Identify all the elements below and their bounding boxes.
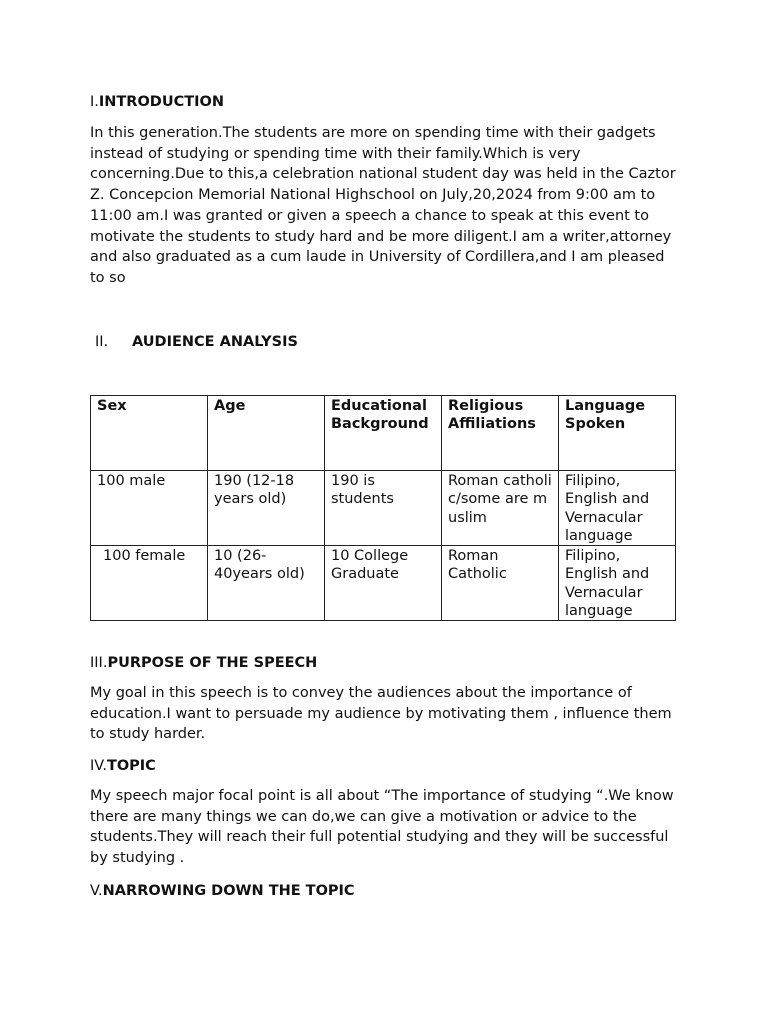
table-header-row [91, 396, 676, 471]
table-header-cell: Religious Affiliations [442, 396, 559, 471]
introduction-paragraph: In this generation.The students are more on spending time with their gadgets instead of studying or spending time with their family.Which is very concerning.Due to this,a celebration national student day was held in the Caztor Z. Concepcion Memorial National Highschool on July,20,2024 from 9:00 am to 11:00 am.I was granted or given a speech a chance to speak at this event to motivate the students to study hard and be more diligent.I am a writer,attorney and also graduated as a cum laude in University of Cordillera,and I am pleased to so [90, 125, 676, 286]
table-cell: 10 (26-40years old) [208, 546, 325, 621]
table-header-cell: Sex [91, 396, 208, 471]
table-cell: Filipino, English and Vernacular language [559, 471, 676, 546]
audience-analysis-heading [95, 332, 298, 352]
section-number: III. [90, 655, 108, 671]
section-number: IV. [90, 758, 107, 774]
table-header-cell: Language Spoken [559, 396, 676, 471]
section-number: I. [90, 94, 99, 110]
audience-table [90, 395, 676, 621]
section-title: NARROWING DOWN THE TOPIC [102, 883, 355, 899]
table-cell: Roman catholic/some are muslim [442, 471, 559, 546]
purpose-heading [90, 653, 317, 673]
table-cell: 100 male [91, 471, 208, 546]
table-header-cell: Age [208, 396, 325, 471]
topic-heading [90, 756, 156, 776]
table-header-cell: Educational Background [325, 396, 442, 471]
section-number: II. [95, 334, 109, 350]
section-title: INTRODUCTION [98, 94, 225, 110]
introduction-heading [90, 92, 224, 112]
table-cell: Filipino, English and Vernacular language [559, 546, 676, 621]
table-row [91, 471, 676, 546]
section-title: AUDIENCE ANALYSIS [132, 334, 298, 350]
table-cell: 190 is students [325, 471, 442, 546]
table-row [91, 546, 676, 621]
section-number: V. [90, 883, 103, 899]
table-cell: 190 (12-18 years old) [208, 471, 325, 546]
topic-paragraph: My speech major focal point is all about “The importance of studying “.We know there are many things we can do,we can give a motivation or advice to the students.They will reach their full potential studying and they will be successful by studying . [90, 788, 674, 867]
table-cell: 100 female [91, 546, 208, 621]
section-title: TOPIC [106, 758, 156, 774]
table-cell: 10 College Graduate [325, 546, 442, 621]
purpose-paragraph: My goal in this speech is to convey the audiences about the importance of education.I want to persuade my audience by motivating them , influence them to study harder. [90, 685, 672, 743]
table-cell: Roman Catholic [442, 546, 559, 621]
narrowing-heading [90, 881, 355, 901]
section-title: PURPOSE OF THE SPEECH [107, 655, 318, 671]
